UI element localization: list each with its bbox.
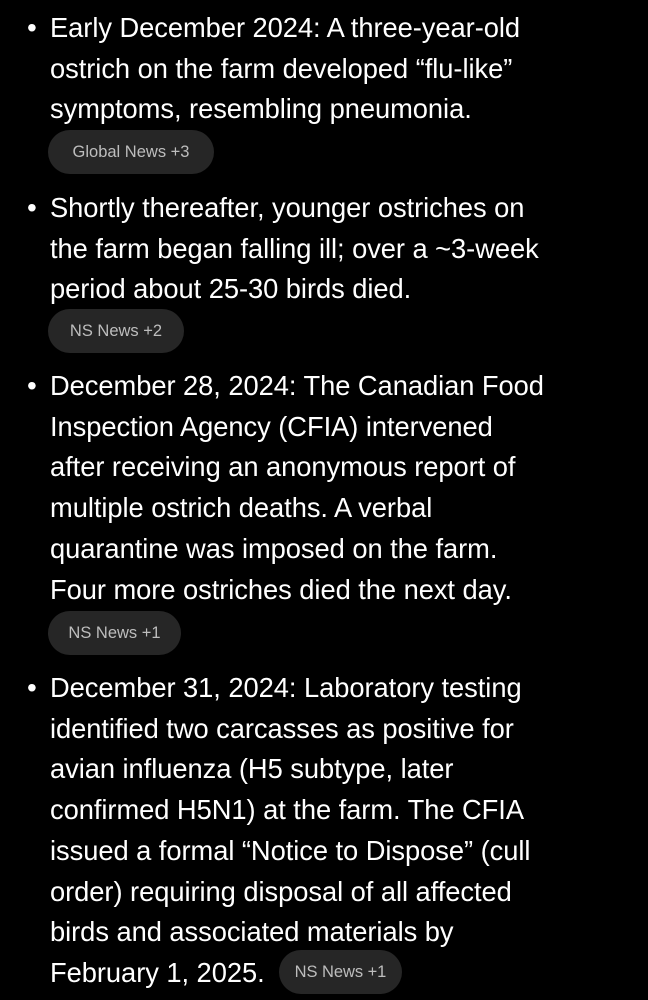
item-text-line: Inspection Agency (CFIA) intervened <box>50 410 493 442</box>
bullet-icon: • <box>27 370 37 401</box>
source-citation-button[interactable]: NS News +1 <box>279 950 403 994</box>
item-text <box>50 668 640 997</box>
item-text <box>50 8 640 130</box>
source-citation-button[interactable]: Global News +3 <box>48 130 214 174</box>
item-text-line: after receiving an anonymous report of <box>50 451 516 483</box>
source-citation-button[interactable]: NS News +1 <box>48 611 181 655</box>
item-text-line: the farm began falling ill; over a ~3-week <box>50 232 539 264</box>
item-text-line: December 28, 2024: The Canadian Food <box>50 370 544 401</box>
item-text-line: period about 25-30 birds died. <box>50 273 412 305</box>
item-text-line: order) requiring disposal of all affected <box>50 875 512 907</box>
item-text-line: Shortly thereafter, younger ostriches on <box>50 192 525 223</box>
item-text-line: confirmed H5N1) at the farm. The CFIA <box>50 794 524 826</box>
item-text <box>50 366 640 610</box>
item-text-line: identified two carcasses as positive for <box>50 712 514 744</box>
item-text <box>50 188 640 310</box>
item-text-line: symptoms, resembling pneumonia. <box>50 93 472 125</box>
bullet-icon: • <box>27 12 37 43</box>
item-text-line: December 31, 2024: Laboratory testing <box>50 672 522 703</box>
bullet-icon: • <box>27 192 37 223</box>
item-text-line: Early December 2024: A three-year-old <box>50 12 521 43</box>
item-text-line: avian influenza (H5 subtype, later <box>50 753 454 785</box>
item-text-line <box>50 953 640 997</box>
item-text-line: multiple ostrich deaths. A verbal <box>50 492 433 524</box>
item-text-line: ostrich on the farm developed “flu-like” <box>50 52 513 84</box>
item-text-line-end: February 1, 2025. <box>50 957 265 989</box>
item-text-line: birds and associated materials by <box>50 916 454 948</box>
item-text-line: quarantine was imposed on the farm. <box>50 532 498 564</box>
item-text-line: issued a formal “Notice to Dispose” (cull <box>50 834 531 866</box>
bullet-icon: • <box>27 672 37 703</box>
source-citation-button[interactable]: NS News +2 <box>48 309 184 353</box>
item-text-line: Four more ostriches died the next day. <box>50 573 512 605</box>
